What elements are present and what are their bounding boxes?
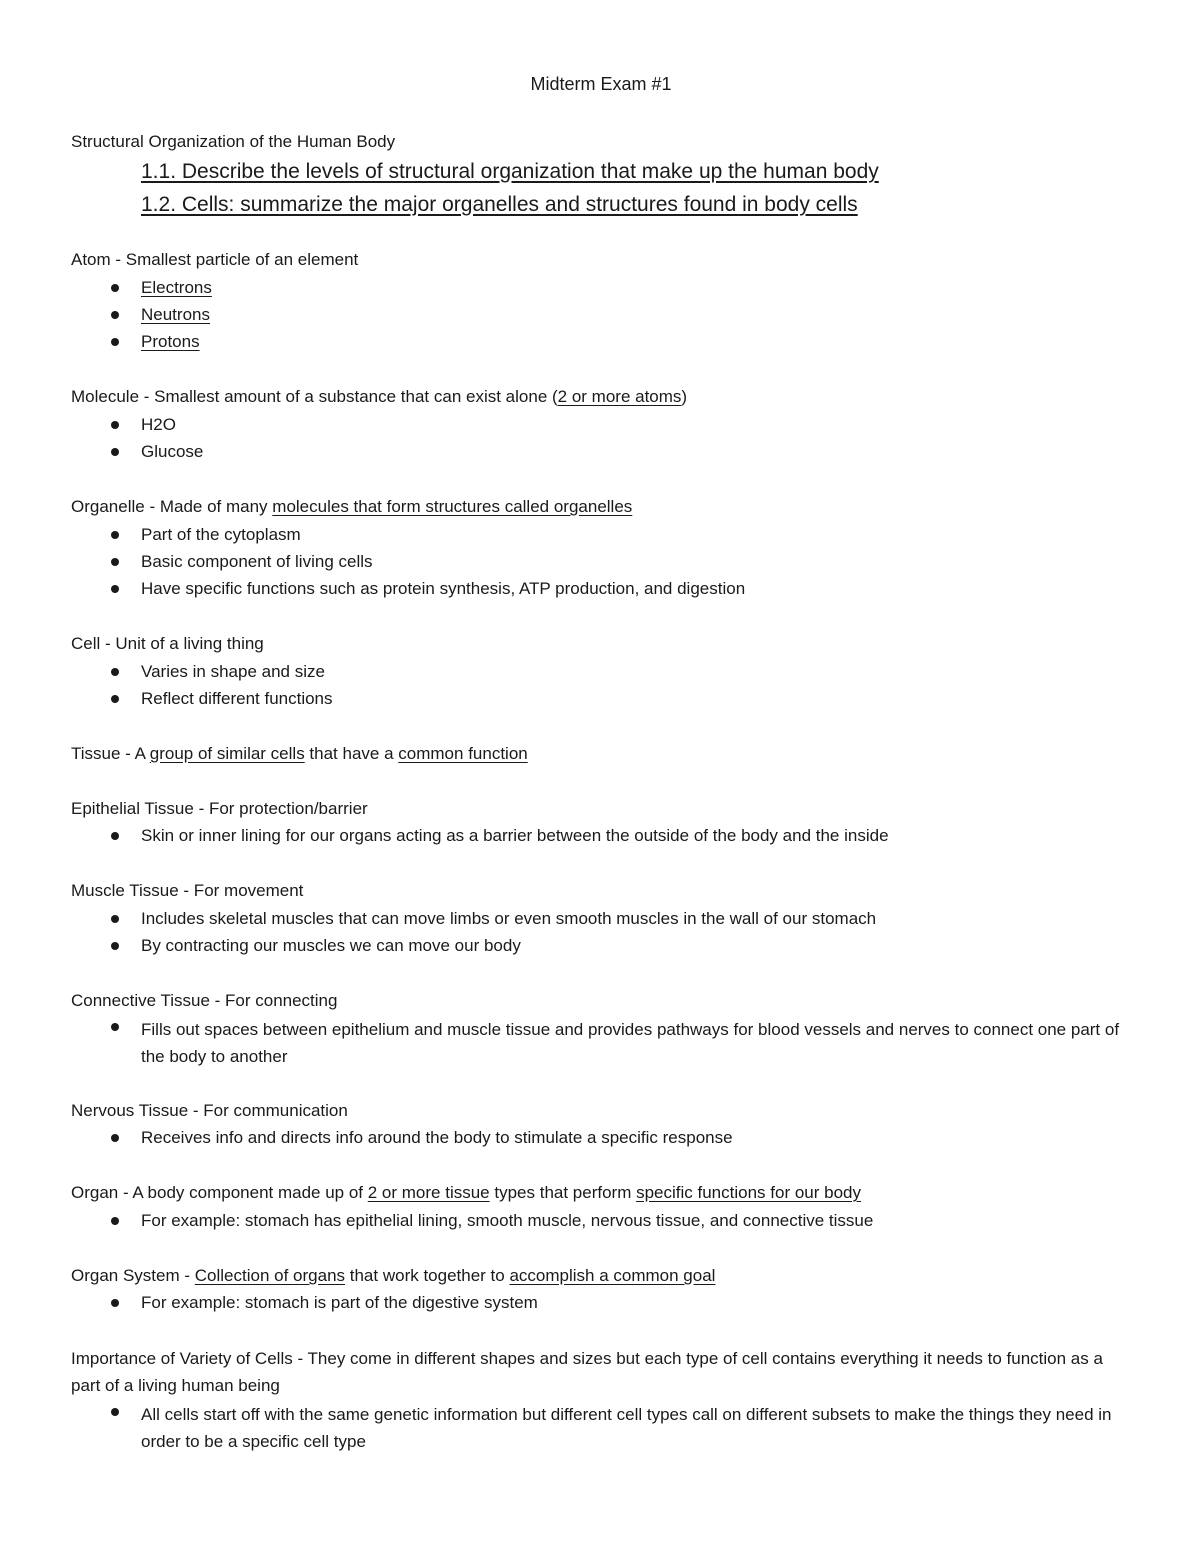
bullet-icon bbox=[111, 585, 119, 593]
epithelial-definition: Epithelial Tissue - For protection/barrier bbox=[71, 799, 368, 818]
nervous-definition: Nervous Tissue - For communication bbox=[71, 1101, 348, 1120]
bullet-icon bbox=[111, 832, 119, 840]
bullet-icon bbox=[111, 1023, 119, 1031]
tissue-definition: Tissue - A group of similar cells that have a common function bbox=[71, 744, 528, 763]
objective-1: 1.1. Describe the levels of structural organization that make up the human body bbox=[141, 160, 879, 183]
bullet-icon bbox=[111, 531, 119, 539]
bullet-icon bbox=[111, 338, 119, 346]
bullet-icon bbox=[111, 695, 119, 703]
bullet-icon bbox=[111, 284, 119, 292]
organ-system-definition: Organ System - Collection of organs that work together to accomplish a common goal bbox=[71, 1266, 716, 1285]
page-title: Midterm Exam #1 bbox=[530, 74, 672, 94]
bullet-icon bbox=[111, 915, 119, 923]
bullet-icon bbox=[111, 1217, 119, 1225]
bullet-icon bbox=[111, 311, 119, 319]
atom-definition bbox=[71, 249, 358, 271]
cell-definition: Cell - Unit of a living thing bbox=[71, 634, 264, 653]
bullet-icon bbox=[111, 1408, 119, 1416]
connective-definition: Connective Tissue - For connecting bbox=[71, 991, 338, 1010]
term: Atom bbox=[71, 250, 111, 269]
bullet-icon bbox=[111, 942, 119, 950]
organ-definition: Organ - A body component made up of 2 or more tissue types that perform specific functions for our body bbox=[71, 1183, 861, 1202]
section-heading: Structural Organization of the Human Body bbox=[71, 132, 396, 151]
bullet-icon bbox=[111, 448, 119, 456]
bullet-icon bbox=[111, 1299, 119, 1307]
variety-definition: Importance of Variety of Cells - They come in different shapes and sizes but each type of cell contains everything it needs to function as a part of a living human being bbox=[71, 1349, 1103, 1395]
bullet-icon bbox=[111, 421, 119, 429]
molecule-definition: Molecule - Smallest amount of a substance that can exist alone (2 or more atoms) bbox=[71, 387, 688, 406]
organelle-definition: Organelle - Made of many molecules that form structures called organelles bbox=[71, 497, 633, 516]
bullet-icon bbox=[111, 1134, 119, 1142]
definition: - Smallest particle of an element bbox=[110, 250, 359, 269]
bullet-icon bbox=[111, 558, 119, 566]
bullet-icon bbox=[111, 668, 119, 676]
objective-2: 1.2. Cells: summarize the major organelles and structures found in body cells bbox=[141, 193, 858, 216]
muscle-definition: Muscle Tissue - For movement bbox=[71, 881, 304, 900]
